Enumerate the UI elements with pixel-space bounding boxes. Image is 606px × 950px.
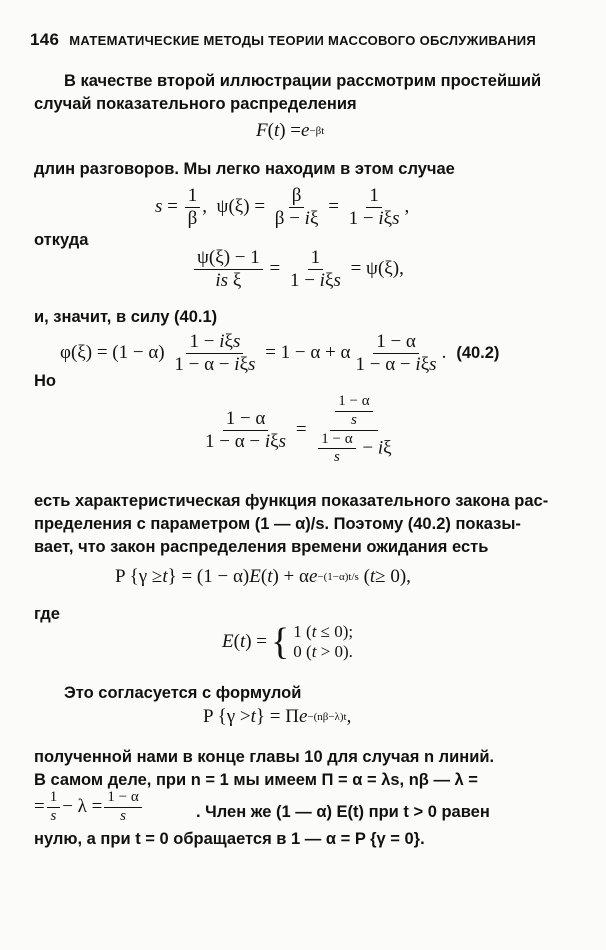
paragraph-line: нулю, а при t = 0 обращается в 1 — α = P {γ = 0}. <box>34 830 425 848</box>
equation-characteristic: 1 − α 1 − α − iξs = $\frac{1 - \alpha}{s}$ $\frac{1 - \alpha}{s}$ − iξ <box>205 393 392 466</box>
paragraph-line: Это согласуется с формулой <box>64 684 302 702</box>
equation-E: E ( t ) = { 1 (t ≤ 0); 0 (t > 0). <box>222 621 354 663</box>
paragraph-line: полученной нами в конце главы 10 для случая n линий. <box>34 748 495 766</box>
paragraph-line: В самом деле, при n = 1 мы имеем Π = α = λs, nβ — λ = <box>34 771 478 789</box>
paragraph-line: . Член же (1 — α) E(t) при t > 0 равен <box>196 803 490 821</box>
page-header <box>30 30 590 50</box>
running-title: МАТЕМАТИЧЕСКИЕ МЕТОДЫ ТЕОРИИ МАССОВОГО ОБСЛУЖИВАНИЯ <box>69 33 537 48</box>
paragraph-line: В качестве второй иллюстрации рассмотрим простейший <box>64 72 542 90</box>
paragraph-line: вает, что закон распределения времени ожидания есть <box>34 538 489 556</box>
paragraph-line: длин разговоров. Мы легко находим в этом случае <box>34 160 455 178</box>
paragraph-line: есть характеристическая функция показательного закона рас- <box>34 492 549 510</box>
paragraph-line: откуда <box>34 231 89 249</box>
equation-distribution: F ( t ) = e −βt <box>256 120 325 141</box>
equation-number: (40.2) <box>456 343 500 362</box>
page-number: 146 <box>30 30 60 49</box>
paragraph-line: Но <box>34 372 56 390</box>
equation-phi: φ(ξ) = (1 − α) 1 − iξs 1 − α − iξs = 1 − α + α 1 − α 1 − α − iξs . (40.2) <box>60 331 500 375</box>
equation-inline-lambda: = 1 s − λ = 1 − α s <box>34 790 144 825</box>
equation-formula-ch10: P {γ > t } = Π e −(nβ−λ)t , <box>203 706 352 727</box>
paragraph-line: пределения с параметром (1 — α)/s. Поэтому (40.2) показы- <box>34 515 521 533</box>
equation-s-psi: s = 1 β , ψ(ξ) = β β − iξ = 1 1 − iξs , <box>155 185 410 229</box>
paragraph-line: где <box>34 605 60 623</box>
equation-waiting-time: P {γ ≥ t } = (1 − α) E ( t ) + α e −(1−α)t/s ( t ≥ 0), <box>115 566 411 587</box>
paragraph-line: и, значит, в силу (40.1) <box>34 308 218 326</box>
equation-psi-identity: ψ(ξ) − 1 is ξ = 1 1 − iξs = ψ(ξ), <box>192 248 404 291</box>
paragraph-line: случай показательного распределения <box>34 95 357 113</box>
